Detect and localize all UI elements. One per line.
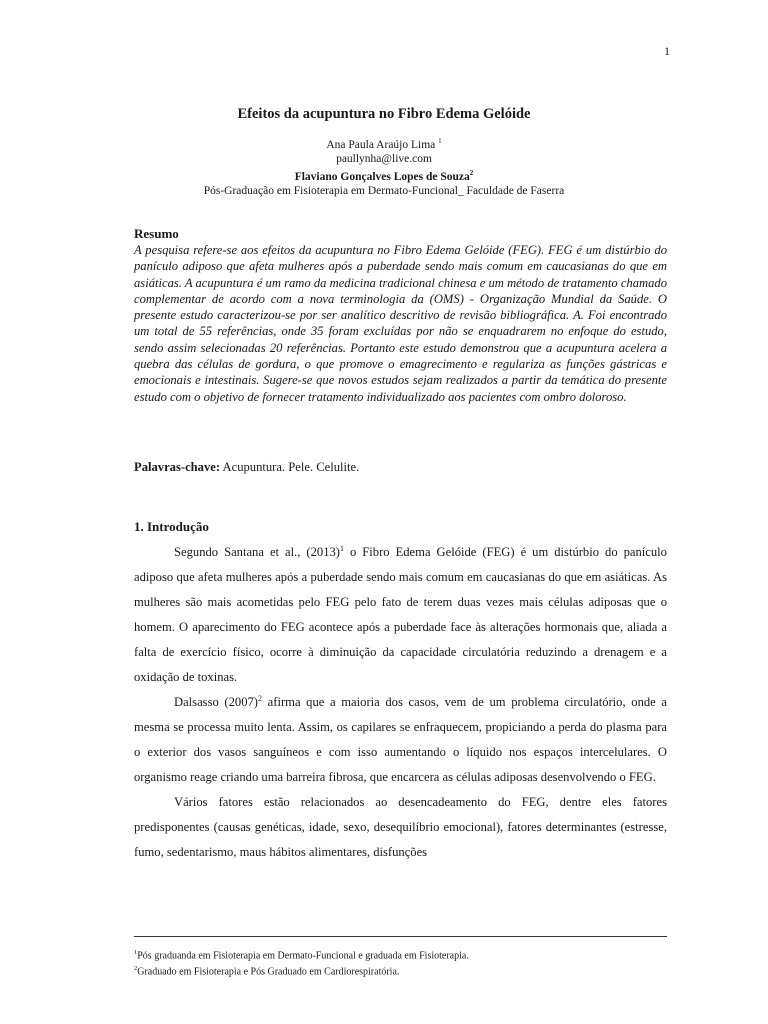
author-1-name: Ana Paula Araújo Lima xyxy=(326,138,436,151)
paragraph-3: Vários fatores estão relacionados ao desencadeamento do FEG, dentre eles fatores predisponentes (causas genéticas, idade, sexo, desequilíbrio emocional), fatores determinantes (estresse, fumo, sedentarismo, maus hábitos alimentares, disfunções xyxy=(134,795,667,859)
paragraph-1-start: Segundo Santana et al., (2013) xyxy=(174,545,340,559)
paragraph-2 xyxy=(134,690,667,790)
paragraph-1-rest: o Fibro Edema Gelóide (FEG) é um distúrbio do panículo adiposo que afeta mulheres após a puberdade sendo mais comum em caucasianas do que em asiáticas. As mulheres são mais acometidas pelo FEG pelo fato de terem duas vezes mais células adiposas que o homem. O aparecimento do FEG acontece após a puberdade face às alterações hormonais que, aliada a falta de exercício físico, ocorre à diminuição da capacidade circulatória reduzindo a drenagem e a oxidação de toxinas. xyxy=(134,545,667,684)
footnote-1 xyxy=(134,946,667,962)
abstract-heading: Resumo xyxy=(134,226,179,241)
section-heading-introduction: 1. Introdução xyxy=(134,519,209,534)
page-number: 1 xyxy=(664,44,670,58)
footnotes xyxy=(134,946,667,979)
keywords-text: Acupuntura. Pele. Celulite. xyxy=(222,460,360,474)
footnote-1-mark: 1 xyxy=(134,949,138,956)
abstract-text: A pesquisa refere-se aos efeitos da acupuntura no Fibro Edema Gelóide (FEG). FEG é um distúrbio do panículo adiposo que afeta mulheres após a puberdade sendo mais comum em caucasianas do que em asiáticas. A acupuntura é um ramo da medicina tradicional chinesa e um método de tratamento chamado complementar de acordo com a nova terminologia da (OMS) - Organização Mundial da Saúde. O presente estudo caracterizou-se por ser analítico descritivo de revisão bibliográfica. A. Foi encontrado um total de 55 referências, onde 35 foram excluídas por não se enquadrarem no enfoque do estudo, sendo assim selecionadas 20 referências. Portanto este estudo demonstrou que a acupuntura acelera a quebra das células de gordura, o que promove o emagrecimento e regulariza as funções gástricas e emocionais e intestinais. Sugere-se que novos estudos sejam realizados a partir da temática do presente estudo com o objetivo de fornecer tratamento individualizado aos pacientes com ombro doloroso. xyxy=(134,243,667,404)
introduction-body xyxy=(134,540,667,865)
footnote-2 xyxy=(134,962,667,978)
footnote-divider xyxy=(134,936,667,937)
paragraph-2-start: Dalsasso (2007) xyxy=(174,695,259,709)
author-1-email: paullynha@live.com xyxy=(336,152,432,165)
keywords-label: Palavras-chave: xyxy=(134,460,221,474)
author-block xyxy=(0,134,768,198)
author-2-footnote-mark: 2 xyxy=(469,168,474,177)
author-2-name: Flaviano Gonçalves Lopes de Souza xyxy=(294,170,470,183)
affiliation: Pós-Graduação em Fisioterapia em Dermato-Funcional_ Faculdade de Faserra xyxy=(203,184,565,197)
author-1 xyxy=(0,134,768,152)
paragraph-1 xyxy=(134,540,667,690)
author-1-footnote-mark: 1 xyxy=(438,137,442,145)
keywords xyxy=(134,460,359,475)
paper-title: Efeitos da acupuntura no Fibro Edema Gelóide xyxy=(237,106,531,122)
footnote-2-text: Graduado em Fisioterapia e Pós Graduado em Cardiorespiratória. xyxy=(137,966,400,978)
author-2 xyxy=(0,166,768,184)
footnote-1-text: Pós graduanda em Fisioterapia em Dermato-Funcional e graduada em Fisioterapia. xyxy=(137,950,469,962)
paragraph-2-rest: afirma que a maioria dos casos, vem de um problema circulatório, onde a mesma se processa muito lenta. Assim, os capilares se enfraquecem, propiciando a perda do plasma para o exterior dos vasos sanguíneos e com isso aumentando o líquido nos espaços intercelulares. O organismo reage criando uma barreira fibrosa, que encarcera as células adiposas desenvolvendo o FEG. xyxy=(134,695,668,784)
citation-mark-2: 2 xyxy=(258,693,263,703)
citation-mark-1: 1 xyxy=(339,543,344,553)
footnote-2-mark: 2 xyxy=(134,965,138,973)
